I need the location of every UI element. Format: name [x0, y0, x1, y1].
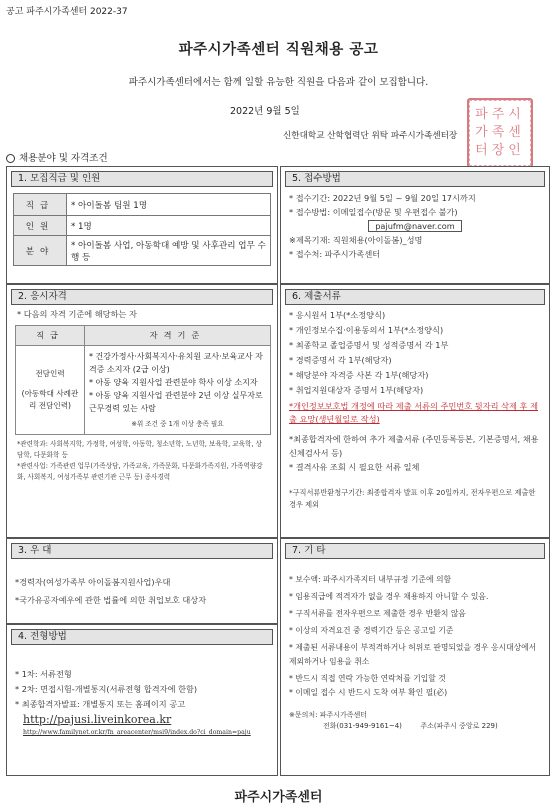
section-qualification [6, 284, 278, 538]
list-item: * 1차: 서류전형 [15, 669, 72, 679]
list-item: * 개인정보수집·이용동의서 1부(*소정양식) [289, 325, 444, 335]
section-title: 1. 모집직급 및 인원 [11, 171, 273, 187]
table-cell: * 1명 [67, 216, 271, 236]
list-item: * 아동 양육 지원사업 관련분야 2년 이상 실무자로 근무경력 있는 사람 [89, 391, 263, 413]
note-experience: *관련사업: 가족관련 업무(가족상담, 가족교육, 가족문화, 다문화가족지원, 가족역량강화, 사회복지, 여성가족부 관련기관 근무 등) 종사경력 [17, 462, 263, 481]
privacy-note: *개인정보보호법 개정에 따라 제출 서류의 주민번호 뒷자리 삭제 후 제출 요망(생년월일로 작성) [289, 401, 538, 424]
list-item: * 구직서류를 전자우편으로 제출한 경우 반환치 않음 [289, 609, 466, 618]
list-item: * 최종학교 졸업증명서 및 성적증명서 각 1부 [289, 340, 449, 350]
page-title: 파주시가족센터 직원채용 공고 [178, 42, 379, 58]
list-item: * 2차: 면접시험-개별통지(서류전형 합격자에 한함) [15, 684, 198, 694]
list-item: * 이메일 접수 시 반드시 도착 여부 확인 필(必) [289, 688, 448, 697]
contact-address: 주소(파주시 중앙로 229) [420, 722, 498, 730]
seal-text: 파주시가족센터장인 [475, 107, 525, 158]
table-cell-head: 분야 [14, 236, 67, 266]
list-item: * 취업지원대상자 증명서 1부(해당자) [289, 385, 424, 395]
final-docs: *최종합격자에 한하여 추가 제출서류 (주민등록등본, 기본증명서, 채용신체검사서 등) [289, 434, 539, 458]
period-text: * 접수기간: 2022년 9월 5일 ~ 9월 20일 17시까지 [289, 193, 476, 203]
notice-date: 2022년 9월 5일 [230, 106, 300, 117]
list-item: * 제출된 서류내용이 부적격하거나 허위로 판명되었을 경우 응시대상에서 제외하거나 임용을 취소 [289, 643, 537, 666]
list-item: * 건강가정사·사회복지사·유치원 교사·보육교사 자격증 소지자 (2급 이상) [89, 352, 263, 374]
table-cell-head: 인원 [14, 216, 67, 236]
table-cell: * 아이돌봄 팀원 1명 [67, 194, 271, 216]
section-subtitle: 채용분야 및 자격조건 [6, 150, 108, 164]
list-item: * 이상의 자격요건 중 경력기간 등은 공고일 기준 [289, 626, 454, 635]
table-row [14, 236, 271, 266]
section-documents [280, 284, 550, 538]
issuer: 신한대학교 산학협력단 위탁 파주시가족센터장 [283, 131, 458, 141]
list-item: * 보수액: 파주시가족지터 내부규정 기준에 의함 [289, 575, 452, 584]
list-item: * 응시원서 1부(*소정양식) [289, 310, 386, 320]
list-item: * 해당분야 자격증 사본 각 1부(해당자) [289, 370, 429, 380]
footer-org: 파주시가족센터 [234, 790, 323, 805]
table-row [16, 346, 271, 435]
return-period: *구직서류반환청구기간: 최종합격자 발표 이후 20일까지, 전자우편으로 제출한 경우 제외 [289, 488, 536, 509]
list-item: *경력자(여성가족부 아이돌봄지원사업)우대 [15, 577, 171, 587]
type-main: 전담인력 [35, 369, 65, 378]
list-item: * 경력증명서 각 1부(해당자) [289, 355, 392, 365]
col-header-qual: 자격기준 [85, 326, 271, 346]
qual-table [15, 325, 271, 435]
section-title: 7. 기 타 [285, 543, 545, 559]
list-item: * 아동 양육 지원사업 관련분야 학사 이상 소지자 [89, 378, 258, 387]
list-item: * 반드시 직접 연락 가능한 연락처를 기입할 것 [289, 674, 446, 683]
official-seal [467, 98, 533, 168]
section-selection [6, 624, 278, 776]
list-item: *국가유공자예우에 관한 법률에 의한 취업보호 대상자 [15, 595, 207, 605]
email-value: pajufm@naver.com [368, 220, 462, 232]
contact-phone: 전화(031-949-9161~4) [323, 722, 402, 730]
homepage-link[interactable]: http://pajusi.liveinkorea.kr [23, 713, 172, 726]
method-text: * 접수방법: 이메일접수(방문 및 우편접수 불가) [289, 207, 458, 217]
subject-text: ※제목기재: 직원채용(아이돌봄)_성명 [289, 235, 423, 245]
table-cell: * 아이돌봄 사업, 아동학대 예방 및 사후관리 업무 수행 등 [67, 236, 271, 266]
section-preference [6, 538, 278, 624]
recruit-table [13, 193, 271, 266]
type-cell [16, 346, 85, 435]
note-majors: *관련학과: 사회복지학, 가정학, 여성학, 아동학, 청소년학, 노년학, 보육학, 교육학, 상담학, 다문화학 등 [17, 440, 262, 459]
table-header-row [16, 326, 271, 346]
section-application [280, 166, 550, 284]
table-row [14, 216, 271, 236]
section-title: 3. 우 대 [11, 543, 273, 559]
circle-icon [6, 154, 15, 163]
type-sub: (아동학대 사례관리 전담인력) [21, 389, 79, 410]
contact-label: ※문의처: 파주시가족센터 [289, 711, 368, 719]
qual-note: ※위 조건 중 1개 이상 충족 필요 [131, 420, 224, 428]
notice-number: 공고 파주시가족센터 2022-37 [6, 7, 128, 17]
contact-row [289, 721, 541, 732]
section-title: 5. 접수방법 [285, 171, 545, 187]
section-title: 6. 제출서류 [285, 289, 545, 305]
section-title: 2. 응시자격 [11, 289, 273, 305]
list-item: * 최종합격자발표: 개별통지 또는 홈페이지 공고 [15, 699, 186, 709]
qual-lead: * 다음의 자격 기준에 해당하는 자 [17, 309, 137, 319]
email-row [289, 219, 541, 233]
section-recruitment [6, 166, 278, 284]
crime-check: * 결격사유 조회 시 필요한 서류 일체 [289, 462, 420, 472]
table-row [14, 194, 271, 216]
section-title: 4. 전형방법 [11, 629, 273, 645]
table-cell-head: 직급 [14, 194, 67, 216]
place-text: * 접수처: 파주시가족센터 [289, 249, 381, 259]
qual-cell [85, 346, 271, 435]
col-header-type: 직급 [16, 326, 85, 346]
section-etc [280, 538, 550, 776]
intro-text: 파주시가족센터에서는 함께 일할 유능한 직원을 다음과 같이 모집합니다. [128, 77, 429, 88]
familynet-link[interactable]: http://www.familynet.or.kr/fn_areacenter/msi9/index.do?ci_domain=paju [23, 729, 251, 736]
list-item: * 임용직급에 적격자가 없을 경우 채용하지 아니할 수 있음. [289, 592, 489, 601]
